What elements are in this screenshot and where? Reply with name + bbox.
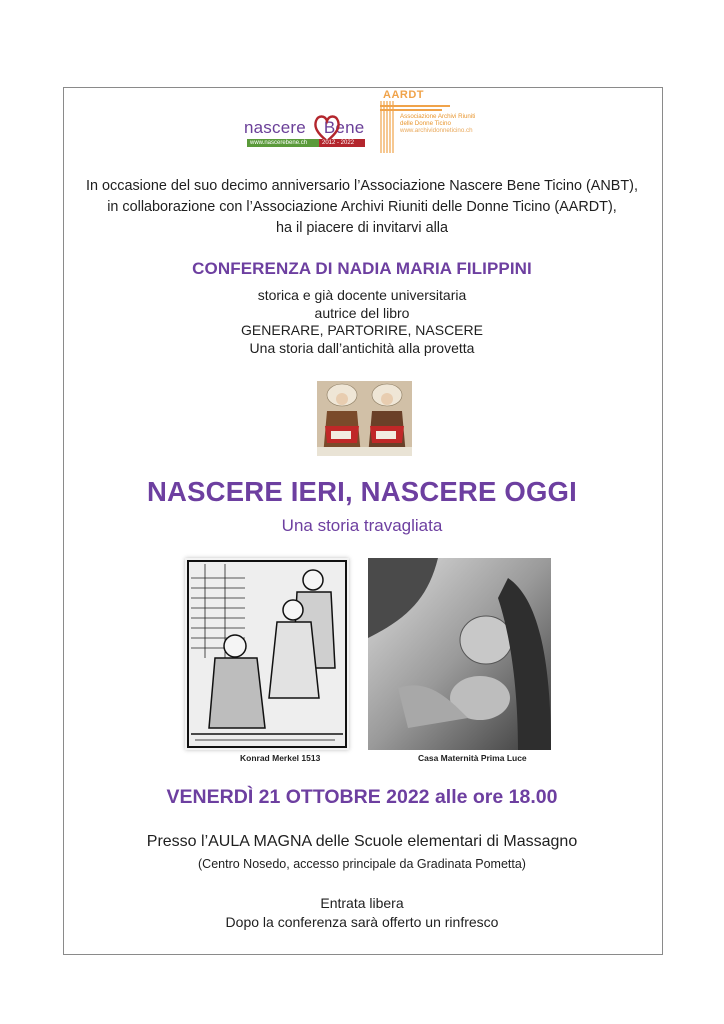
woodcut-image — [185, 558, 349, 750]
newborn-photo — [368, 558, 551, 750]
intro-line1: In occasione del suo decimo anniversario l’Associazione Nascere Bene Ticino (ANBT), — [86, 178, 638, 194]
intro-line3: ha il piacere di invitarvi alla — [276, 220, 448, 236]
conference-details — [0, 287, 724, 357]
aardt-url: www.archividonneticino.ch — [400, 127, 473, 134]
aardt-rule — [380, 105, 450, 107]
aardt-line1: Associazione Archivi Riuniti — [400, 113, 476, 120]
event-title: NASCERE IERI, NASCERE OGGI — [147, 476, 577, 507]
book-author-label: autrice del libro — [314, 304, 410, 321]
logo-url: www.nascerebene.ch — [247, 139, 319, 147]
caption-woodcut: Konrad Merkel 1513 — [240, 753, 321, 763]
nascere-bene-logo — [244, 112, 366, 152]
speaker-role: storica e già docente universitaria — [257, 287, 467, 303]
event-date: VENERDÌ 21 OTTOBRE 2022 alle ore 18.00 — [166, 786, 558, 808]
logo-word-nascere: nascere — [244, 118, 306, 137]
aardt-logo — [380, 91, 480, 153]
book-title: GENERARE, PARTORIRE, NASCERE — [241, 322, 483, 338]
event-place: Presso l’AULA MAGNA delle Scuole elementari di Massagno — [146, 833, 578, 850]
book-cover-image — [317, 381, 412, 456]
conference-title: CONFERENZA DI NADIA MARIA FILIPPINI — [192, 259, 532, 278]
event-place-detail: (Centro Nosedo, accesso principale da Gradinata Pometta) — [198, 857, 526, 871]
aardt-logo-text — [400, 113, 475, 134]
intro-text — [0, 176, 724, 239]
entry-free: Entrata libera — [320, 895, 404, 911]
intro-line2: in collaborazione con l’Associazione Archivi Riuniti delle Donne Ticino (AARDT), — [107, 199, 617, 215]
logo-years: 2012 - 2022 — [319, 139, 365, 147]
logo-word-bene: Bene — [323, 118, 365, 137]
aardt-rule — [380, 109, 442, 111]
caption-photo: Casa Maternità Prima Luce — [418, 753, 527, 763]
nascere-bene-wordmark — [244, 118, 364, 138]
aardt-line2: delle Donne Ticino — [400, 120, 451, 127]
refreshment-note: Dopo la conferenza sarà offerto un rinfresco — [225, 914, 499, 930]
book-subtitle: Una storia dall’antichità alla provetta — [249, 339, 475, 356]
entry-info — [0, 894, 724, 932]
nascere-bene-banner — [247, 139, 365, 147]
event-subtitle: Una storia travagliata — [281, 516, 443, 535]
aardt-logo-title: AARDT — [383, 89, 424, 101]
